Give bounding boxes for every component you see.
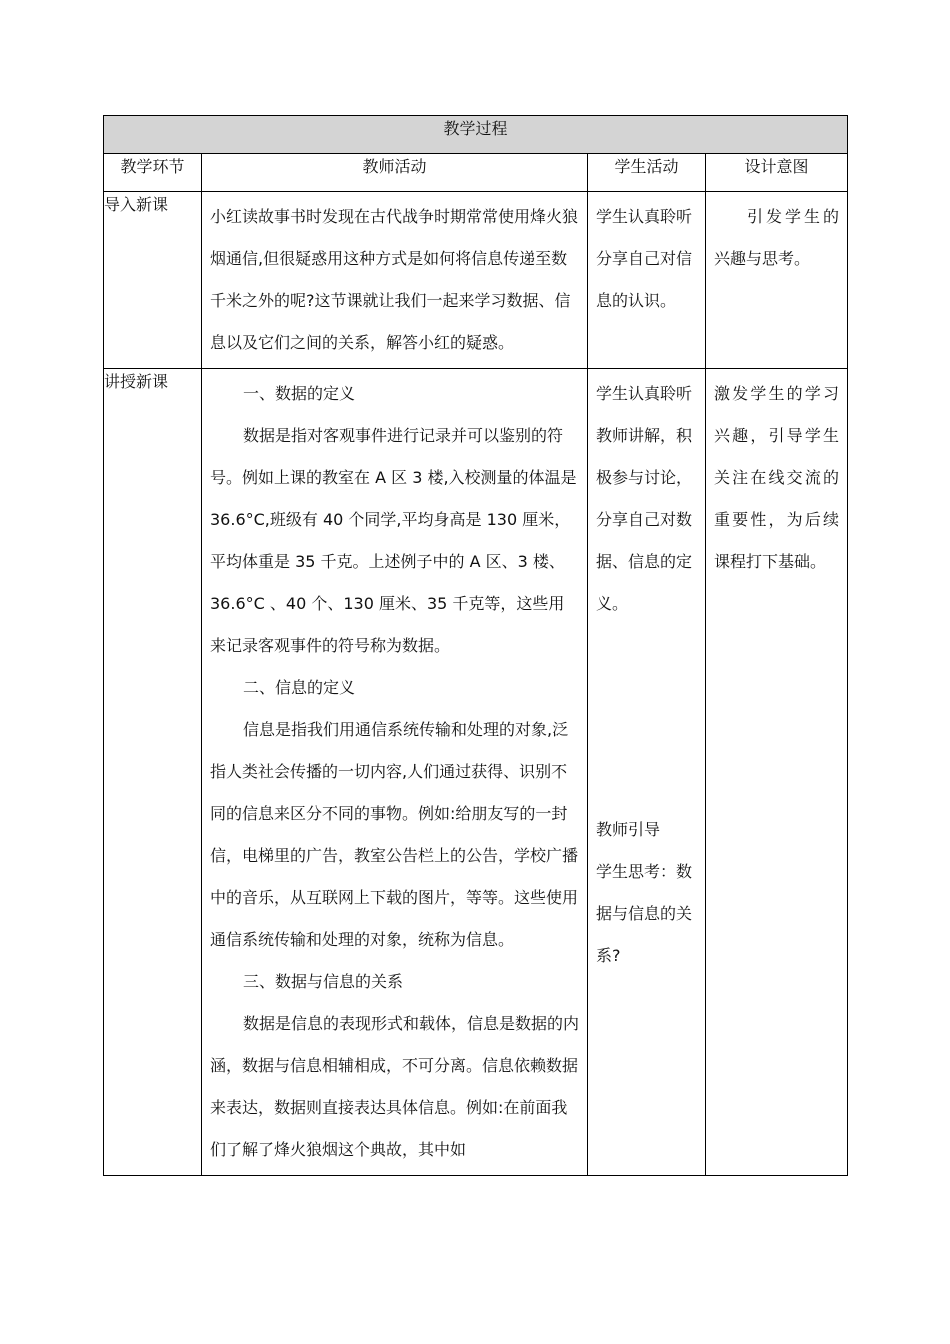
student-paragraph: 教师引导 — [596, 820, 661, 839]
teacher-activity-cell — [202, 192, 588, 369]
header-teacher-activity: 教师活动 — [202, 154, 588, 192]
intent-paragraph: 引发学生的兴趣与思考。 — [714, 207, 840, 268]
student-activity-cell — [588, 192, 706, 369]
teacher-paragraph: 小红读故事书时发现在古代战争时期常常使用烽火狼烟通信,但很疑惑用这种方式是如何将信息传递至数千米之外的呢?这节课就让我们一起来学习数据、信息以及它们之间的关系，解答小红的疑惑。 — [210, 207, 579, 352]
table-row — [104, 192, 848, 369]
header-student-activity: 学生活动 — [588, 154, 706, 192]
header-stage: 教学环节 — [104, 154, 202, 192]
section-heading: 三、数据与信息的关系 — [243, 972, 404, 991]
teacher-paragraph: 数据是信息的表现形式和载体，信息是数据的内涵，数据与信息相辅相成，不可分离。信息依赖数据来表达，数据则直接表达具体信息。例如:在前面我们了解了烽火狼烟这个典故，其中如 — [210, 1014, 580, 1159]
student-activity-cell — [588, 369, 706, 1176]
table-row — [104, 369, 848, 1176]
table-title: 教学过程 — [104, 116, 848, 154]
teaching-process-table — [103, 115, 848, 1176]
student-paragraph: 学生认真聆听分享自己对信息的认识。 — [596, 207, 693, 310]
teacher-paragraph: 信息是指我们用通信系统传输和处理的对象,泛指人类社会传播的一切内容,人们通过获得、识别不同的信息来区分不同的事物。例如:给朋友写的一封信，电梯里的广告，教室公告栏上的公告，学校广播中的音乐，从互联网上下载的图片，等等。这些使用通信系统传输和处理的对象，统称为信息。 — [210, 720, 579, 949]
section-heading: 一、数据的定义 — [243, 384, 356, 403]
teacher-paragraph: 数据是指对客观事件进行记录并可以鉴别的符号。例如上课的教室在 A 区 3 楼,入校测量的体温是 36.6°C,班级有 40 个同学,平均身高是 130 厘米，平均体重是 35 千克。上述例子中的 A 区、3 楼、36.6°C 、40 个、130 厘米、35 千克等，这些用来记录客观事件的符号称为数据。 — [210, 426, 577, 655]
table-title-row — [104, 116, 848, 154]
header-design-intent: 设计意图 — [706, 154, 848, 192]
teacher-activity-cell — [202, 369, 588, 1176]
table-header-row — [104, 154, 848, 192]
design-intent-cell — [706, 192, 848, 369]
stage-cell: 讲授新课 — [104, 369, 202, 1176]
section-heading: 二、信息的定义 — [243, 678, 356, 697]
design-intent-cell — [706, 369, 848, 1176]
stage-cell: 导入新课 — [104, 192, 202, 369]
student-paragraph: 学生思考：数据与信息的关系? — [596, 862, 693, 965]
student-paragraph: 学生认真聆听教师讲解，积极参与讨论，分享自己对数据、信息的定义。 — [596, 384, 693, 613]
intent-paragraph: 激发学生的学习兴趣，引导学生关注在线交流的重要性，为后续课程打下基础。 — [714, 384, 840, 571]
